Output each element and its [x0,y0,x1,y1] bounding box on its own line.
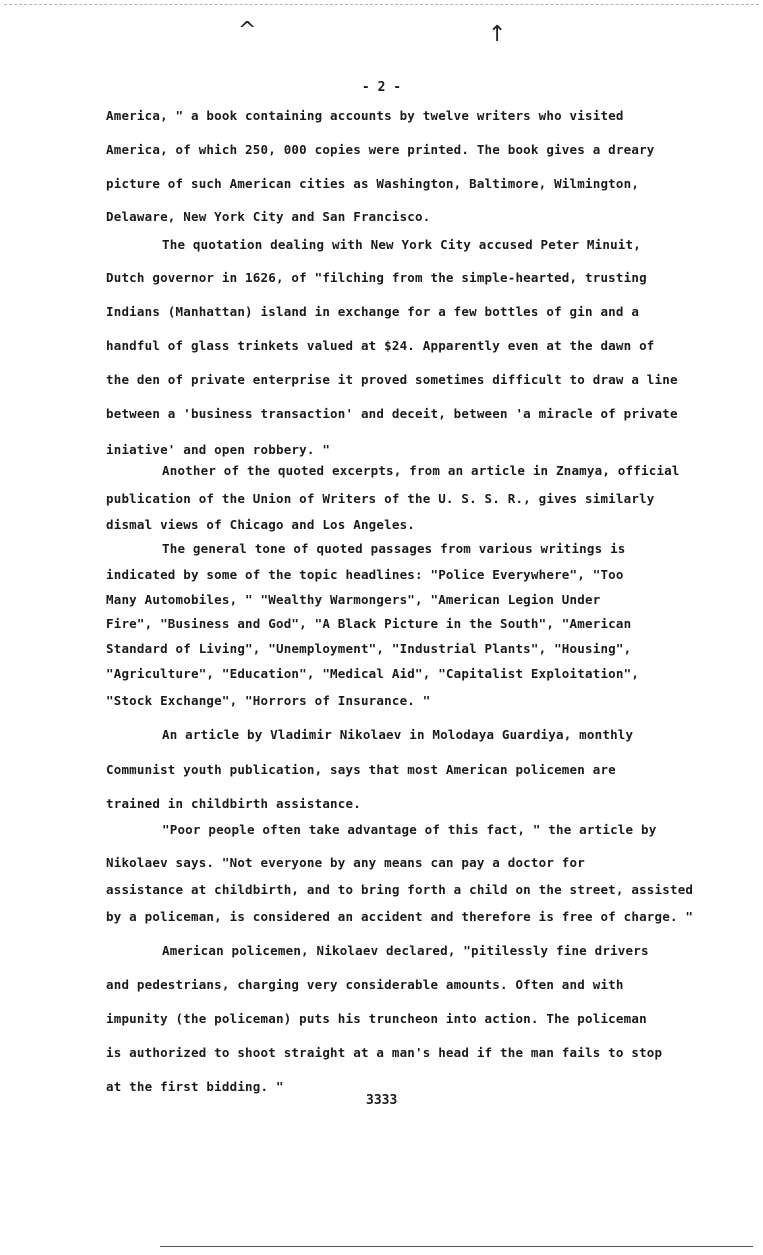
body-line: trained in childbirth assistance. [106,796,361,811]
body-line: is authorized to shoot straight at a man's head if the man fails to stop [106,1045,663,1060]
body-line: America, " a book containing accounts by twelve writers who visited [106,108,624,123]
handwritten-tick-mark: ↑ [488,22,507,47]
body-line: American policemen, Nikolaev declared, "pitilessly fine drivers [162,943,649,958]
body-line: between a 'business transaction' and deceit, between 'a miracle of private [106,406,678,421]
body-line: indicated by some of the topic headlines: "Police Everywhere", "Too [106,567,624,582]
body-line: Nikolaev says. "Not everyone by any means can pay a doctor for [106,855,585,870]
bottom-rule [160,1246,753,1247]
handwritten-caret-mark: ^ [238,18,257,43]
footer-code: 3333 [366,1093,398,1108]
body-line: publication of the Union of Writers of the U. S. S. R., gives similarly [106,491,655,506]
body-line: Indians (Manhattan) island in exchange for a few bottles of gin and a [106,304,640,319]
body-line: "Agriculture", "Education", "Medical Aid", "Capitalist Exploitation", [106,666,640,681]
body-line: Standard of Living", "Unemployment", "Industrial Plants", "Housing", [106,641,632,656]
body-line: handful of glass trinkets valued at $24. Apparently even at the dawn of [106,338,655,353]
body-line: assistance at childbirth, and to bring forth a child on the street, assisted [106,882,694,897]
body-line: at the first bidding. " [106,1079,284,1094]
body-line: Dutch governor in 1626, of "filching from the simple-hearted, trusting [106,270,647,285]
body-line: Delaware, New York City and San Francisco. [106,209,431,224]
body-line: Many Automobiles, " "Wealthy Warmongers", "American Legion Under [106,592,601,607]
body-line: iniative' and open robbery. " [106,442,331,457]
body-line: "Stock Exchange", "Horrors of Insurance. " [106,693,431,708]
body-line: the den of private enterprise it proved sometimes difficult to draw a line [106,372,678,387]
body-line: An article by Vladimir Nikolaev in Molodaya Guardiya, monthly [162,727,634,742]
body-line: Another of the quoted excerpts, from an article in Znamya, official [162,463,680,478]
body-line: dismal views of Chicago and Los Angeles. [106,517,416,532]
body-line: The quotation dealing with New York City accused Peter Minuit, [162,237,641,252]
body-line: and pedestrians, charging very considerable amounts. Often and with [106,977,624,992]
body-line: by a policeman, is considered an accident and therefore is free of charge. " [106,909,694,924]
body-line: "Poor people often take advantage of this fact, " the article by [162,822,657,837]
body-line: Communist youth publication, says that most American policemen are [106,762,616,777]
top-dashed-border [4,4,759,5]
body-line: picture of such American cities as Washington, Baltimore, Wilmington, [106,176,640,191]
body-line: America, of which 250, 000 copies were printed. The book gives a dreary [106,142,655,157]
body-line: impunity (the policeman) puts his truncheon into action. The policeman [106,1011,647,1026]
page-number: - 2 - [361,80,402,95]
body-line: The general tone of quoted passages from various writings is [162,541,626,556]
body-line: Fire", "Business and God", "A Black Picture in the South", "American [106,616,632,631]
